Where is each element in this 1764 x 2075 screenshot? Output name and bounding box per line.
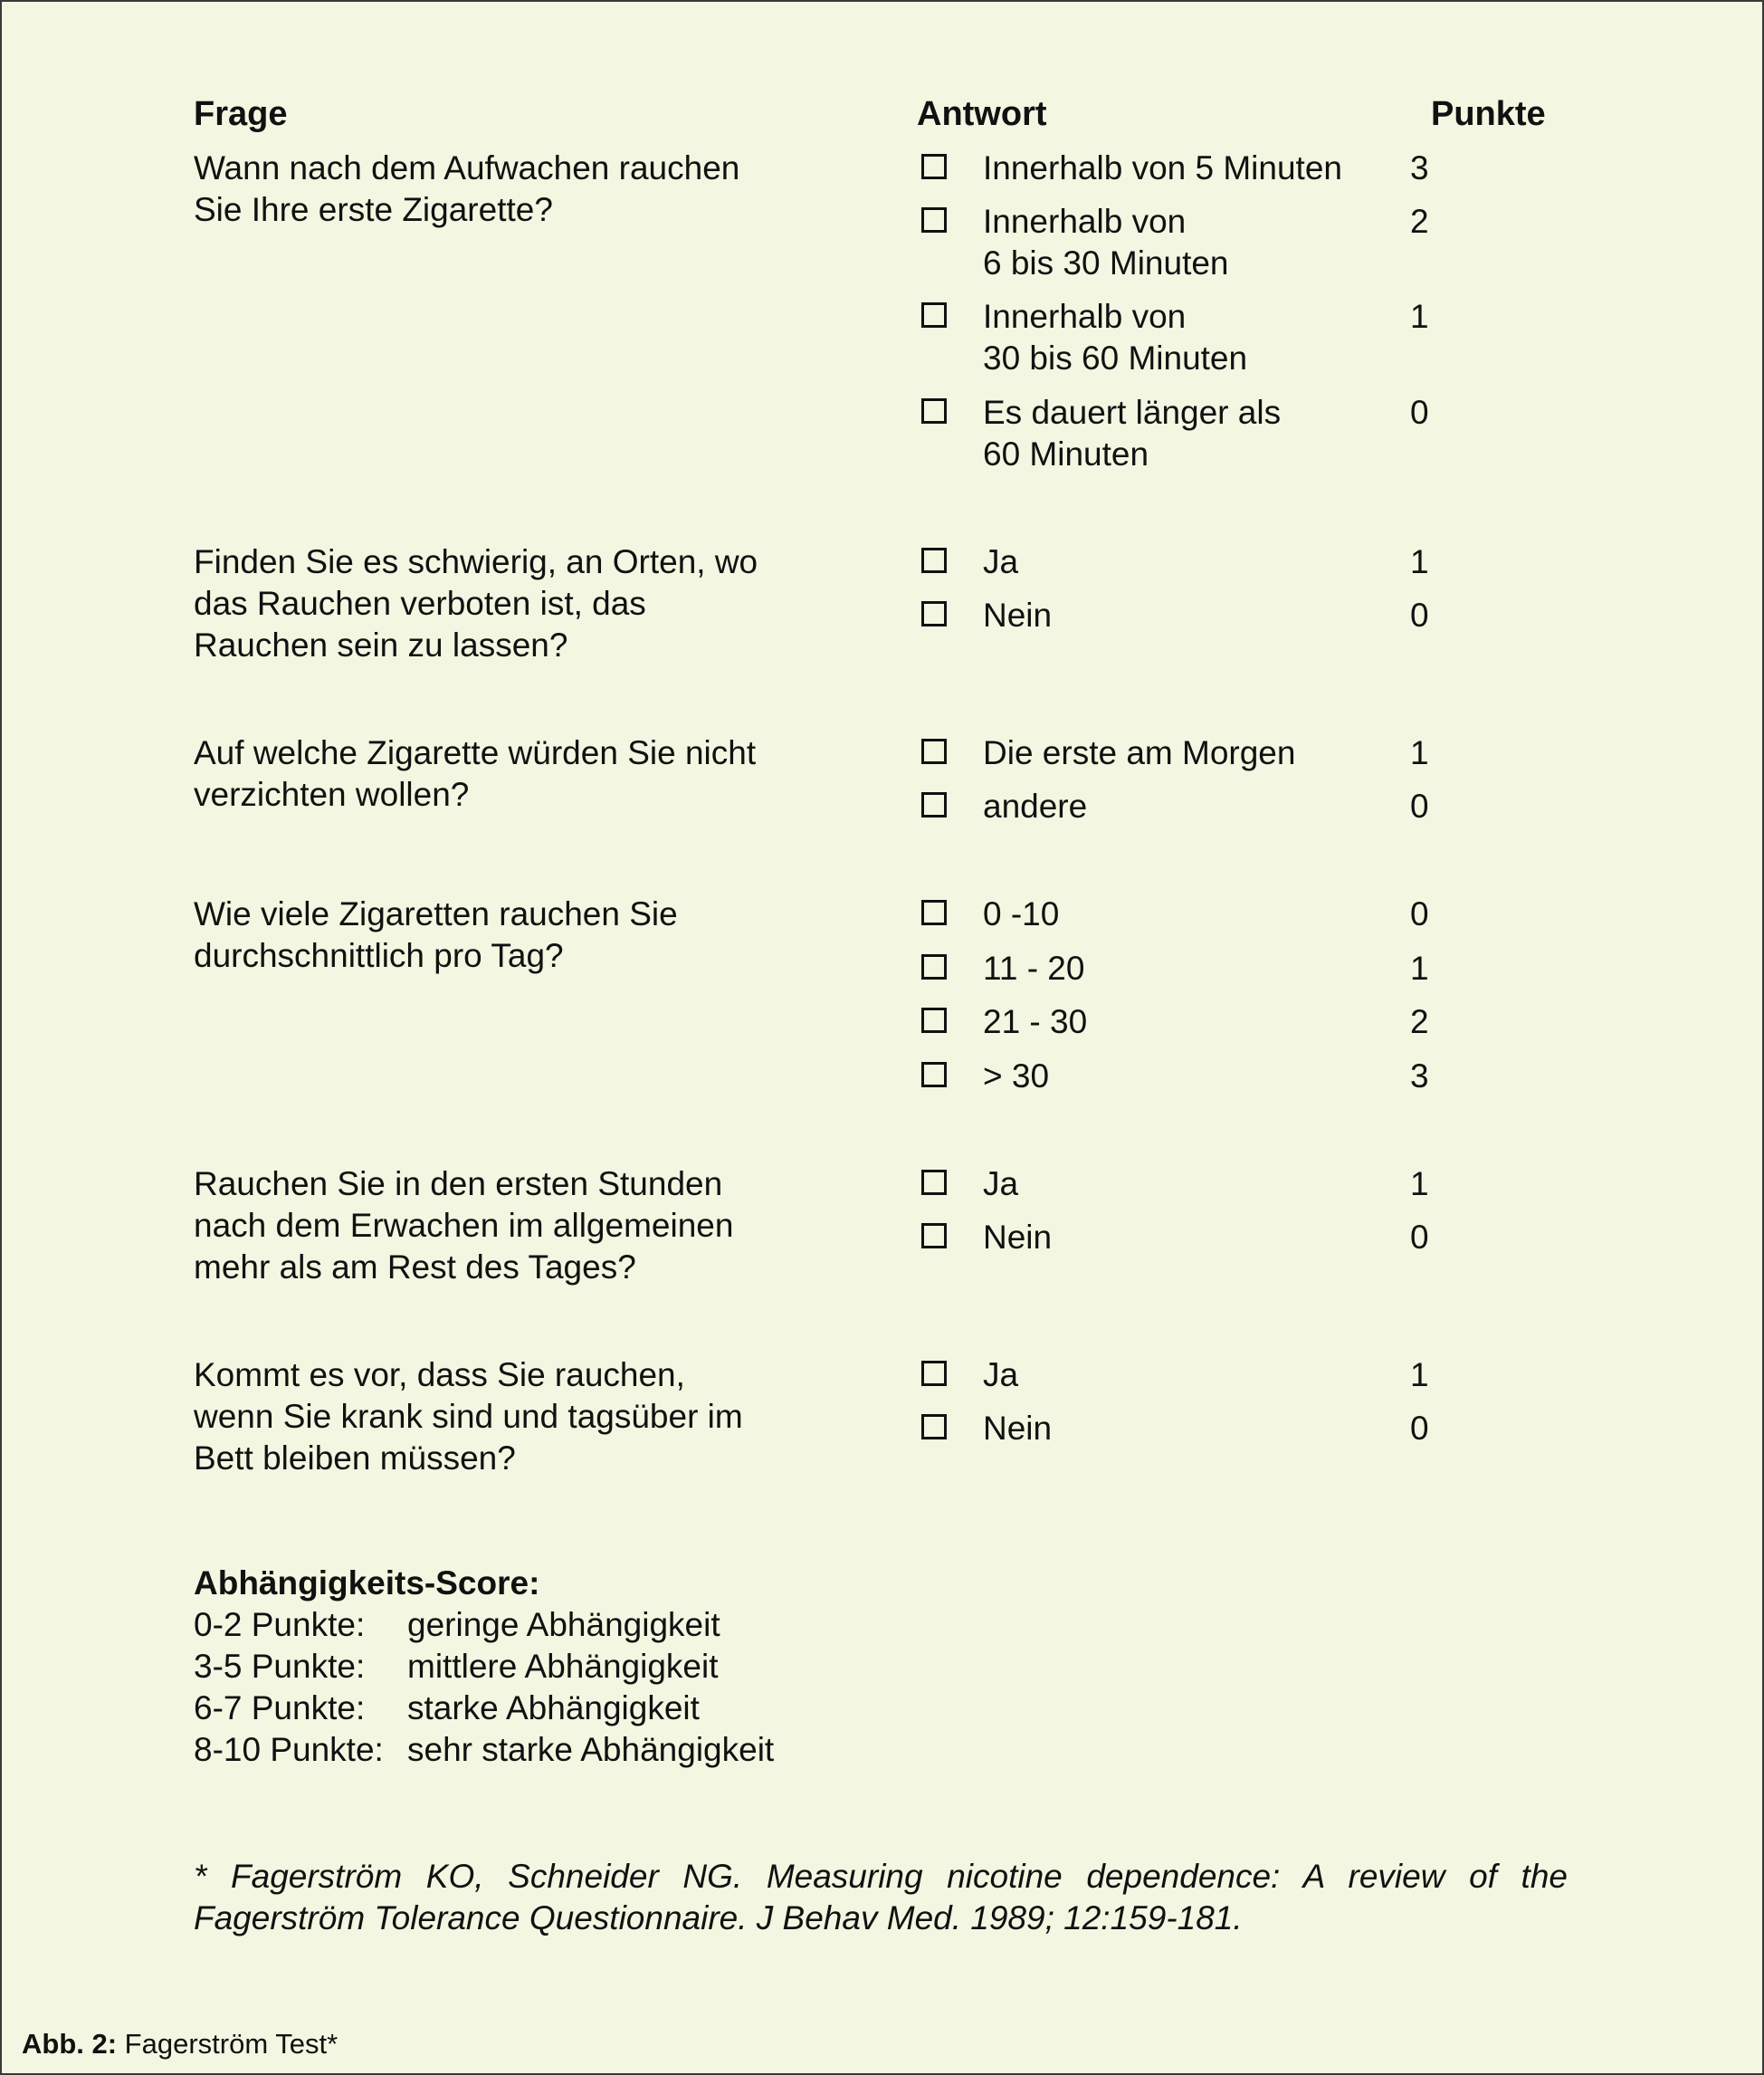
answer-label: Nein <box>983 1219 1053 1256</box>
checkbox[interactable] <box>921 302 947 328</box>
score-level <box>194 1688 918 1729</box>
question-text: Kommt es vor, dass Sie rauchen, wenn Sie krank sind und tagsüber im Bett bleiben müssen? <box>194 1356 743 1477</box>
score-range: 8-10 Punkte: <box>194 1731 384 1768</box>
figure-caption <box>22 2028 338 2061</box>
answer-points: 2 <box>1410 203 1429 240</box>
answer-label: Nein <box>983 1410 1053 1447</box>
answer-points: 0 <box>1410 1219 1429 1256</box>
header-question: Frage <box>194 95 288 133</box>
score-range: 3-5 Punkte: <box>194 1648 366 1685</box>
answer-points: 1 <box>1410 950 1429 987</box>
score-title: Abhängigkeits-Score: <box>194 1564 540 1602</box>
caption-text: Fagerström Test* <box>117 2028 338 2060</box>
score-level <box>194 1729 918 1771</box>
checkbox[interactable] <box>921 1170 947 1195</box>
answer-points: 1 <box>1410 543 1429 580</box>
question-text: Auf welche Zigarette würden Sie nicht verzichten wollen? <box>194 734 757 813</box>
caption-label: Abb. 2: <box>22 2028 118 2060</box>
answer-label: > 30 <box>983 1057 1050 1095</box>
answer-points: 3 <box>1410 149 1429 186</box>
checkbox[interactable] <box>921 1223 947 1248</box>
checkbox[interactable] <box>921 1361 947 1386</box>
score-label: geringe Abhängigkeit <box>407 1606 720 1643</box>
answer-label: 0 -10 <box>983 895 1060 932</box>
question-text: Wie viele Zigaretten rauchen Sie durchschnittlich pro Tag? <box>194 895 678 974</box>
answer-label: andere <box>983 788 1088 825</box>
answer-label: Es dauert länger als 60 Minuten <box>983 394 1282 473</box>
answer-label: Nein <box>983 597 1053 634</box>
question-text: Wann nach dem Aufwachen rauchen Sie Ihre erste Zigarette? <box>194 149 740 228</box>
checkbox[interactable] <box>921 154 947 179</box>
answer-points: 2 <box>1410 1003 1429 1040</box>
question-text: Finden Sie es schwierig, an Orten, wo das Rauchen verboten ist, das Rauchen sein zu lassen? <box>194 543 758 664</box>
score-level <box>194 1604 918 1646</box>
checkbox[interactable] <box>921 601 947 626</box>
checkbox[interactable] <box>921 207 947 233</box>
header-answer: Antwort <box>917 95 1047 133</box>
answer-points: 0 <box>1410 1410 1429 1447</box>
answer-label: 21 - 30 <box>983 1003 1088 1040</box>
answer-label: Innerhalb von 5 Minuten <box>983 149 1342 186</box>
checkbox[interactable] <box>921 954 947 980</box>
answer-points: 0 <box>1410 895 1429 932</box>
answer-label: Ja <box>983 1356 1019 1393</box>
citation: * Fagerström KO, Schneider NG. Measuring nicotine dependence: A review of the Fagerström Tolerance Questionnaire. J Behav Med. 1989; 12:159-181. <box>194 1858 1568 1936</box>
checkbox[interactable] <box>921 548 947 573</box>
answer-points: 0 <box>1410 788 1429 825</box>
score-range: 6-7 Punkte: <box>194 1689 366 1726</box>
checkbox[interactable] <box>921 1062 947 1087</box>
answer-points: 1 <box>1410 1356 1429 1393</box>
score-block <box>194 1563 918 1771</box>
checkbox[interactable] <box>921 792 947 818</box>
answer-label: Ja <box>983 1165 1019 1202</box>
answer-points: 1 <box>1410 298 1429 335</box>
answer-points: 0 <box>1410 394 1429 431</box>
score-range: 0-2 Punkte: <box>194 1606 366 1643</box>
answer-points: 1 <box>1410 734 1429 771</box>
checkbox[interactable] <box>921 900 947 925</box>
checkbox[interactable] <box>921 739 947 764</box>
checkbox[interactable] <box>921 1008 947 1033</box>
answer-label: Ja <box>983 543 1019 580</box>
answer-label: Innerhalb von 6 bis 30 Minuten <box>983 203 1229 282</box>
checkbox[interactable] <box>921 398 947 424</box>
score-level <box>194 1646 918 1688</box>
answer-label: Die erste am Morgen <box>983 734 1296 771</box>
answer-label: Innerhalb von 30 bis 60 Minuten <box>983 298 1248 377</box>
header-points: Punkte <box>1431 95 1546 133</box>
answer-label: 11 - 20 <box>983 950 1085 987</box>
answer-points: 3 <box>1410 1057 1429 1095</box>
answer-points: 1 <box>1410 1165 1429 1202</box>
score-label: mittlere Abhängigkeit <box>407 1648 719 1685</box>
score-label: sehr starke Abhängigkeit <box>407 1731 775 1768</box>
checkbox[interactable] <box>921 1414 947 1439</box>
score-label: starke Abhängigkeit <box>407 1689 700 1726</box>
answer-points: 0 <box>1410 597 1429 634</box>
question-text: Rauchen Sie in den ersten Stunden nach dem Erwachen im allgemeinen mehr als am Rest des Tages? <box>194 1165 734 1286</box>
